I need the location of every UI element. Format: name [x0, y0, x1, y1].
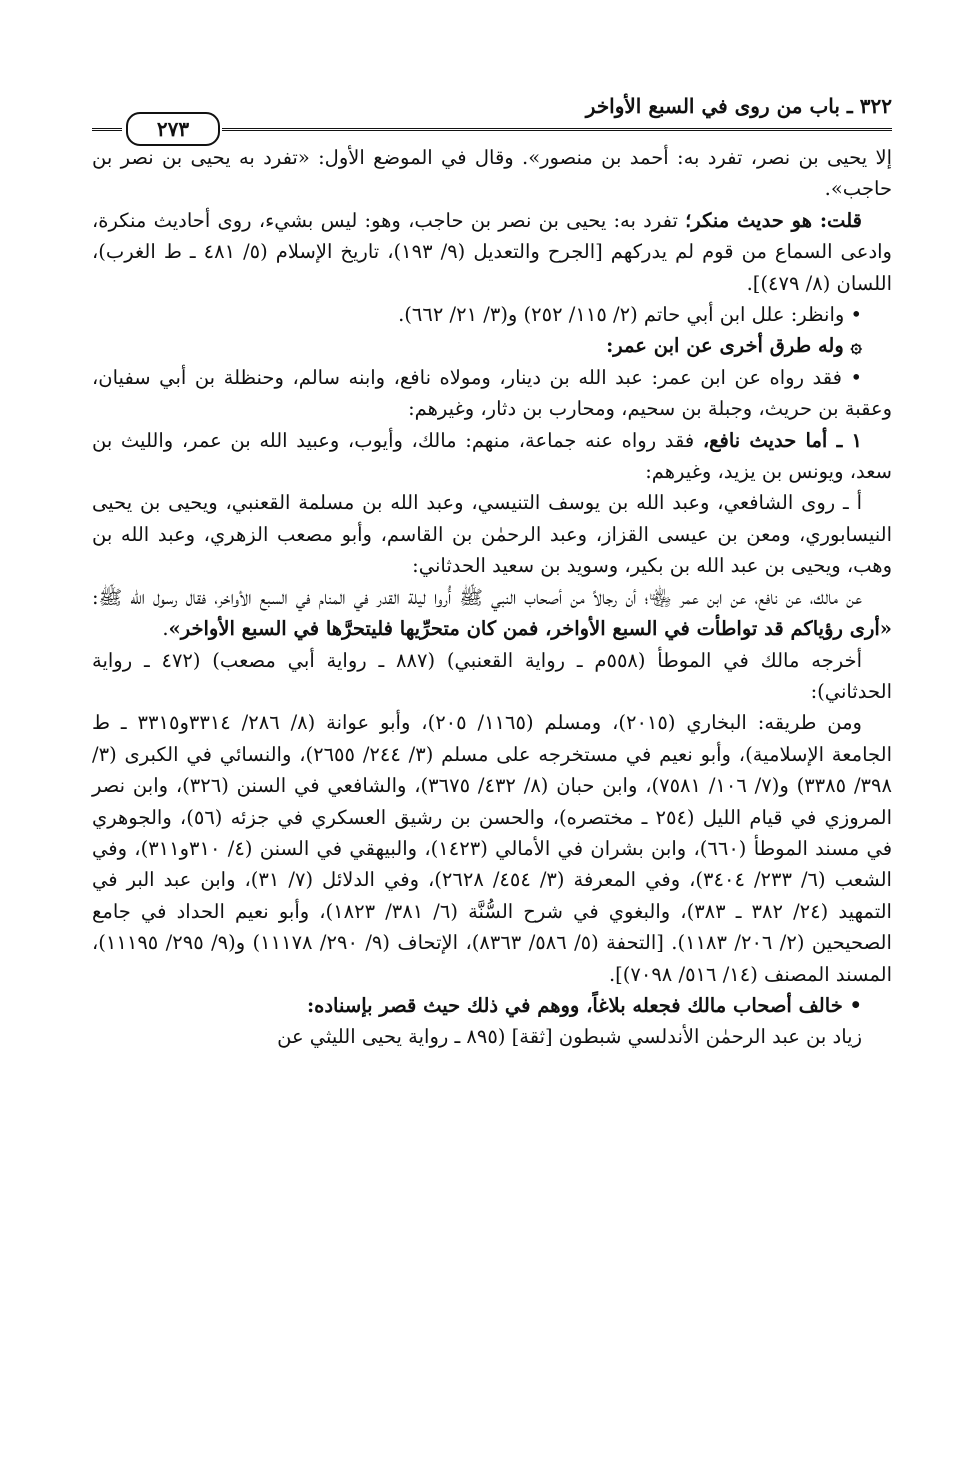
hadith-quote: «أرى رؤياكم قد تواطأت في السبع الأواخر، فمن كان متحرِّيها فليتحرَّها في السبع الأواخر» — [168, 617, 892, 641]
paragraph-1: إلا يحيى بن نصر، تفرد به: أحمد بن منصور». وقال في الموضع الأول: «تفرد به يحيى بن نصر بن حاجب». — [92, 146, 892, 201]
book-page — [92, 90, 892, 1053]
running-title: ٣٢٢ ـ باب من روى في السبع الأواخر — [585, 94, 892, 118]
paragraph-8-end: . — [162, 617, 169, 641]
paragraph-3: • وانظر: علل ابن أبي حاتم (٢/ ١١٥/ ٢٥٢) و(٣/ ٢١/ ٦٦٢). — [398, 303, 862, 327]
paragraph-6-lead: ١ ـ أما حديث نافع، — [702, 428, 862, 452]
paragraph-8 — [92, 582, 892, 645]
paragraph-11: • خالف أصحاب مالك فجعله بلاغاً، ووهم في ذلك حيث قصر بإسناده: — [306, 993, 862, 1017]
header-rule — [222, 128, 892, 131]
paragraph-12: زياد بن عبد الرحمٰن الأندلسي شبطون [ثقة] (٨٩٥ ـ رواية يحيى الليثي عن — [277, 1025, 862, 1049]
paragraph-6 — [92, 425, 892, 488]
page-body — [92, 142, 892, 1053]
paragraph-10: ومن طريقه: البخاري (٢٠١٥)، ومسلم (١١٦٥/ ٢٠٥)، وأبو عوانة (٨/ ٢٨٦/ ٣٣١٤و٣٣١٥ ـ ط الجامعة الإسلامية)، وأبو نعيم في مستخرجه على مسلم (٣/ ٢٤٤/ ٢٦٥٥)، والنسائي في الكبرى (٣/ ٣٩٨/ ٣٣٨٥) و(٧/ ١٠٦/ ٧٥٨١)، وابن حبان (٨/ ٤٣٢/ ٣٦٧٥)، والشافعي في السنن (٣٢٦)، وابن نصر المروزي في قيام الليل (٢٥٤ ـ مختصره)، والحسن بن رشيق العسكري في جزئه (٥٦)، والجوهري في مسند الموطأ (٦٦٠)، وابن بشران في الأمالي (١٤٢٣)، والبيهقي في السنن (٤/ ٣١٠و٣١١)، وفي الشعب (٦/ ٢٣٣/ ٣٤٠٤)، وفي المعرفة (٣/ ٤٥٤/ ٢٦٢٨)، وفي الدلائل (٧/ ٣١)، وابن عبد البر في التمهيد (٢٤/ ٣٨٢ ـ ٣٨٣)، والبغوي في شرح السُّنَّة (٦/ ٣٨١/ ١٨٢٣)، وأبو نعيم الحداد في جامع الصحيحين (٢/ ٢٠٦/ ١١٨٣). [التحفة (٥/ ٥٨٦/ ٨٣٦٣)، الإتحاف (٩/ ٢٩٠/ ١١١٧٨) و(٩/ ٢٩٥/ ١١١٩٥)، المسند المصنف (١٤/ ٥١٦/ ٧٠٩٨)]. — [92, 711, 893, 986]
paragraph-2 — [92, 205, 892, 299]
paragraph-2-text: تفرد به: يحيى بن نصر بن حاجب، وهو: ليس بشيء، روى أحاديث منكرة، وادعى السماع من قوم لم يدركهم [الجرح والتعديل (٩/ ١٩٣)، تاريخ الإسلام (٥/ ٤٨١ ـ ط الغرب)، اللسان (٨/ ٤٧٩)]. — [92, 208, 892, 295]
paragraph-6-text: فقد رواه عنه جماعة، منهم: مالك، وأيوب، وعبيد الله بن عمر، والليث بن سعد، ويونس بن يزيد، وغيرهم: — [92, 428, 892, 484]
header-rule-left — [92, 128, 122, 131]
page-number: ٢٧٣ — [126, 112, 220, 146]
paragraph-2-lead: قلت: هو حديث منكر؛ — [685, 208, 862, 232]
paragraph-7: أ ـ روى الشافعي، وعبد الله بن يوسف التنيسي، وعبد الله بن مسلمة القعنبي، ويحيى بن يحيى النيسابوري، ومعن بن عيسى القزاز، وعبد الرحمٰن بن القاسم، وأبو مصعب الزهري، وعبد الله بن وهب، ويحيى بن عبد الله بن بكير، وسويد بن سعيد الحدثاني: — [92, 491, 892, 578]
paragraph-8-text: عن مالك، عن نافع، عن ابن عمر ﵄؛ أن رجالاً من أصحاب النبي ﷺ أُروا ليلة القدر في المنام في السبع الأواخر، فقال رسول الله ﷺ: — [92, 585, 862, 609]
paragraph-9: أخرجه مالك في الموطأ (٥٥٨م ـ رواية القعنبي) (٨٨٧ ـ رواية أبي مصعب) (٤٧٢ ـ رواية الحدثاني): — [92, 648, 892, 703]
page-header — [92, 90, 892, 142]
section-heading: ۞ وله طرق أخرى عن ابن عمر: — [606, 334, 862, 358]
paragraph-5: • فقد رواه عن ابن عمر: عبد الله بن دينار، ومولاه نافع، وابنه سالم، وحنظلة بن أبي سفيان، وعقبة بن حريث، وجبلة بن سحيم، ومحارب بن دثار، وغيرهم: — [92, 365, 892, 421]
